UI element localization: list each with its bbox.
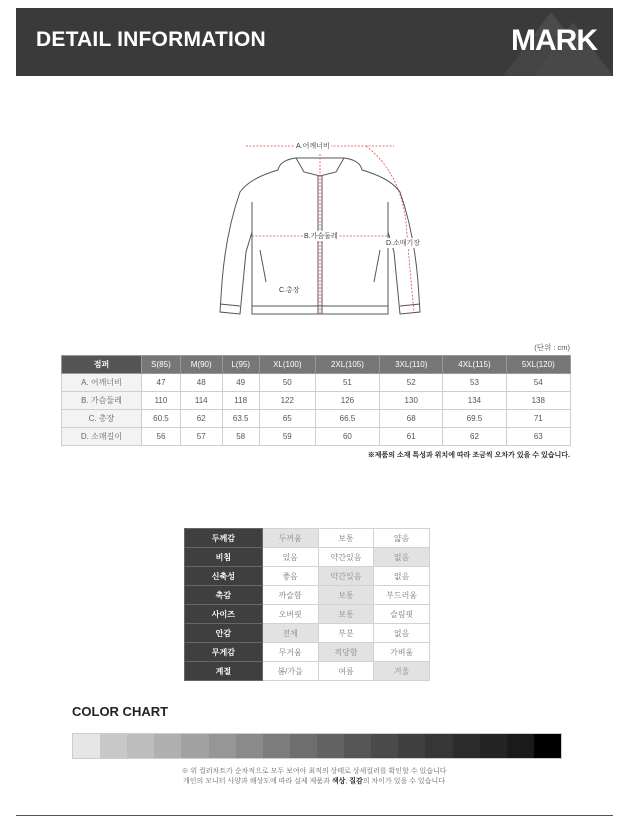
attribute-option: 없음 bbox=[374, 567, 430, 586]
attribute-table bbox=[184, 528, 430, 681]
color-swatch bbox=[263, 734, 290, 758]
attribute-option-selected: 적당함 bbox=[318, 643, 374, 662]
attribute-option: 오버핏 bbox=[262, 605, 318, 624]
color-swatch bbox=[317, 734, 344, 758]
attribute-option-selected: 없음 bbox=[374, 548, 430, 567]
color-swatch bbox=[154, 734, 181, 758]
size-cell: 54 bbox=[506, 374, 570, 392]
color-swatch bbox=[398, 734, 425, 758]
table-row bbox=[185, 529, 430, 548]
jacket-measurement-diagram bbox=[200, 132, 440, 332]
attribute-option: 슬림핏 bbox=[374, 605, 430, 624]
color-swatch bbox=[73, 734, 100, 758]
color-note-text: 의 차이가 있을 수 있습니다 bbox=[362, 778, 445, 785]
size-cell: 138 bbox=[506, 392, 570, 410]
size-cell: D. 소매길이 bbox=[62, 428, 142, 446]
color-chart-title: COLOR CHART bbox=[72, 704, 169, 719]
size-cell: 58 bbox=[222, 428, 259, 446]
size-cell: 59 bbox=[259, 428, 315, 446]
color-note-text: 개인의 모니터 사양과 해상도에 따라 실제 제품과 bbox=[183, 778, 332, 785]
size-cell: 110 bbox=[141, 392, 180, 410]
color-swatch bbox=[534, 734, 561, 758]
attribute-option: 무거움 bbox=[262, 643, 318, 662]
color-swatch bbox=[236, 734, 263, 758]
size-cell: 126 bbox=[315, 392, 379, 410]
color-note-emphasis: 질감 bbox=[349, 778, 363, 785]
table-row bbox=[185, 548, 430, 567]
attribute-option: 부드러움 bbox=[374, 586, 430, 605]
color-swatch bbox=[371, 734, 398, 758]
size-cell: 62 bbox=[443, 428, 506, 446]
size-cell: 65 bbox=[259, 410, 315, 428]
attribute-option-selected: 보통 bbox=[318, 605, 374, 624]
size-cell: C. 총장 bbox=[62, 410, 142, 428]
attribute-option-selected: 겨울 bbox=[374, 662, 430, 681]
color-swatch bbox=[290, 734, 317, 758]
size-cell: 48 bbox=[180, 374, 222, 392]
color-swatch bbox=[453, 734, 480, 758]
size-cell: 68 bbox=[380, 410, 443, 428]
shoulder-width-label: A.어깨너비 bbox=[296, 143, 330, 150]
attribute-option-selected: 보통 bbox=[318, 586, 374, 605]
table-row bbox=[62, 392, 571, 410]
sleeve-length-label: D.소매기장 bbox=[386, 240, 421, 247]
size-header-cell: XL(100) bbox=[259, 356, 315, 374]
attribute-name-cell: 계절 bbox=[185, 662, 263, 681]
color-note-text: , bbox=[345, 778, 350, 785]
size-cell: 71 bbox=[506, 410, 570, 428]
size-cell: 60.5 bbox=[141, 410, 180, 428]
size-cell: 62 bbox=[180, 410, 222, 428]
size-cell: 66.5 bbox=[315, 410, 379, 428]
attribute-option: 좋음 bbox=[262, 567, 318, 586]
size-cell: 56 bbox=[141, 428, 180, 446]
attribute-name-cell: 사이즈 bbox=[185, 605, 263, 624]
size-cell: 122 bbox=[259, 392, 315, 410]
size-cell: 60 bbox=[315, 428, 379, 446]
attribute-option: 부분 bbox=[318, 624, 374, 643]
color-swatch bbox=[480, 734, 507, 758]
total-length-label: C.총장 bbox=[279, 287, 300, 294]
size-cell: 49 bbox=[222, 374, 259, 392]
size-cell: B. 가슴둘레 bbox=[62, 392, 142, 410]
table-row bbox=[185, 643, 430, 662]
attribute-name-cell: 안감 bbox=[185, 624, 263, 643]
size-header-cell: M(90) bbox=[180, 356, 222, 374]
size-tolerance-note: ※제품의 소재 특성과 위치에 따라 조금씩 오차가 있을 수 있습니다. bbox=[367, 452, 570, 459]
color-note-emphasis: 색상 bbox=[331, 778, 346, 785]
size-header-cell: 3XL(110) bbox=[380, 356, 443, 374]
size-cell: 53 bbox=[443, 374, 506, 392]
chest-label: B.가슴둘레 bbox=[304, 233, 338, 240]
size-header-cell: S(85) bbox=[141, 356, 180, 374]
size-cell: 63.5 bbox=[222, 410, 259, 428]
attribute-option-selected: 약간있음 bbox=[318, 567, 374, 586]
color-note-line-1: ※ 위 컬러차트가 순차적으로 모두 보여야 최적의 상태로 상세컬러를 확인할 수 있습니다 bbox=[181, 768, 447, 775]
size-table bbox=[61, 355, 571, 446]
color-swatch bbox=[100, 734, 127, 758]
attribute-name-cell: 촉감 bbox=[185, 586, 263, 605]
attribute-name-cell: 비침 bbox=[185, 548, 263, 567]
table-row bbox=[62, 374, 571, 392]
color-swatch bbox=[344, 734, 371, 758]
color-swatch bbox=[507, 734, 534, 758]
attribute-option-selected: 두꺼움 bbox=[262, 529, 318, 548]
unit-note: (단위 : cm) bbox=[534, 343, 570, 352]
color-swatch bbox=[181, 734, 208, 758]
attribute-option: 없음 bbox=[374, 624, 430, 643]
attribute-option-selected: 전체 bbox=[262, 624, 318, 643]
attribute-option: 보통 bbox=[318, 529, 374, 548]
size-header-cell: L(95) bbox=[222, 356, 259, 374]
attribute-name-cell: 신축성 bbox=[185, 567, 263, 586]
size-cell: 61 bbox=[380, 428, 443, 446]
size-header-cell: 점퍼 bbox=[62, 356, 142, 374]
attribute-option: 여름 bbox=[318, 662, 374, 681]
size-cell: 50 bbox=[259, 374, 315, 392]
size-cell: 69.5 bbox=[443, 410, 506, 428]
color-chart-note bbox=[0, 767, 628, 787]
size-cell: 134 bbox=[443, 392, 506, 410]
size-header-cell: 5XL(120) bbox=[506, 356, 570, 374]
attribute-option: 가벼움 bbox=[374, 643, 430, 662]
color-swatch-strip bbox=[72, 733, 562, 759]
bottom-divider bbox=[16, 815, 613, 816]
size-cell: 57 bbox=[180, 428, 222, 446]
table-row bbox=[185, 567, 430, 586]
attribute-option: 봄/가을 bbox=[262, 662, 318, 681]
table-row bbox=[185, 586, 430, 605]
table-row bbox=[185, 605, 430, 624]
attribute-option: 얇음 bbox=[374, 529, 430, 548]
size-cell: 52 bbox=[380, 374, 443, 392]
table-row bbox=[62, 410, 571, 428]
size-header-cell: 2XL(105) bbox=[315, 356, 379, 374]
attribute-name-cell: 두께감 bbox=[185, 529, 263, 548]
size-cell: 51 bbox=[315, 374, 379, 392]
color-swatch bbox=[209, 734, 236, 758]
color-swatch bbox=[425, 734, 452, 758]
attribute-option: 있음 bbox=[262, 548, 318, 567]
size-header-cell: 4XL(115) bbox=[443, 356, 506, 374]
attribute-name-cell: 무게감 bbox=[185, 643, 263, 662]
color-note-line-2 bbox=[0, 777, 628, 787]
table-row bbox=[185, 662, 430, 681]
size-cell: 114 bbox=[180, 392, 222, 410]
table-row bbox=[185, 624, 430, 643]
size-cell: 47 bbox=[141, 374, 180, 392]
brand-logo: MARK bbox=[511, 24, 597, 57]
detail-header bbox=[16, 8, 613, 76]
size-cell: 63 bbox=[506, 428, 570, 446]
size-cell: 130 bbox=[380, 392, 443, 410]
table-row bbox=[62, 428, 571, 446]
size-cell: A. 어깨너비 bbox=[62, 374, 142, 392]
size-table-header-row bbox=[62, 356, 571, 374]
page-title: DETAIL INFORMATION bbox=[36, 28, 266, 51]
size-cell: 118 bbox=[222, 392, 259, 410]
attribute-option: 약간있음 bbox=[318, 548, 374, 567]
color-swatch bbox=[127, 734, 154, 758]
attribute-option: 까슬함 bbox=[262, 586, 318, 605]
